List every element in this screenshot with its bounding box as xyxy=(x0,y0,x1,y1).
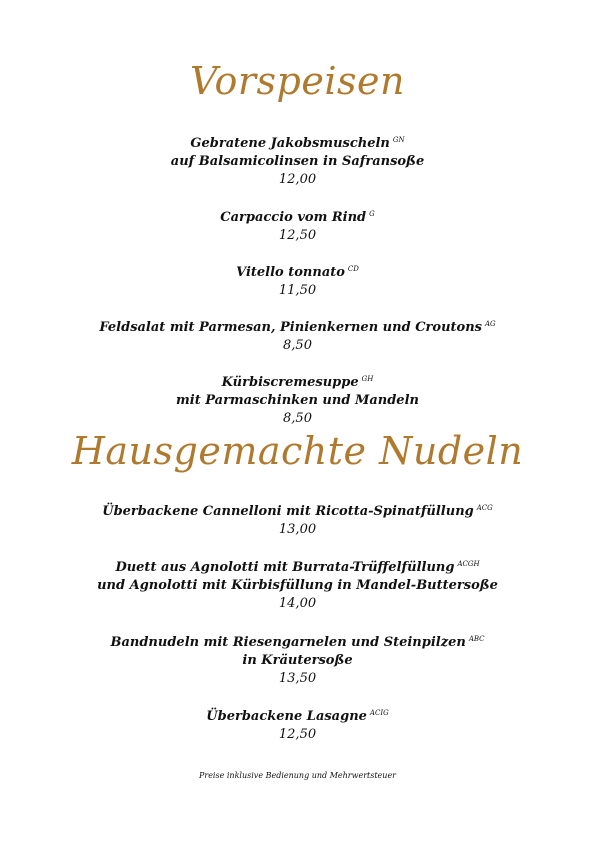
allergen-codes: ACIG xyxy=(369,709,389,717)
item-price: 14,00 xyxy=(278,596,317,611)
item-name: Bandnudeln mit Riesengarnelen und Steinpilzen $^{ABC}$ xyxy=(110,635,485,650)
section-title-vorspeisen: Vorspeisen xyxy=(190,59,405,103)
item-description: mit Parmaschinken und Mandeln xyxy=(176,393,419,408)
item-description: auf Balsamicolinsen in Safransoße xyxy=(170,154,425,169)
item-description: in Kräutersoße xyxy=(242,653,353,668)
menu-item-feldsalat xyxy=(0,315,595,355)
item-price: 12,00 xyxy=(278,172,317,187)
section-title-hausgemachte-nudeln: Hausgemachte Nudeln xyxy=(71,429,524,473)
item-name: Überbackene Cannelloni mit Ricotta-Spinatfüllung $^{ACG}$ xyxy=(102,504,493,519)
item-description: und Agnolotti mit Kürbisfüllung in Mandel-Buttersoße xyxy=(97,578,498,593)
menu-item-kuerbiscremesuppe xyxy=(0,370,595,428)
menu-item-jakobsmuscheln xyxy=(0,131,595,189)
allergen-codes: ACG xyxy=(476,504,493,512)
allergen-codes: CD xyxy=(347,265,359,273)
allergen-codes: G xyxy=(369,210,375,218)
item-name: Carpaccio vom Rind $^G$ xyxy=(220,210,375,225)
allergen-codes: AG xyxy=(484,320,496,328)
menu-item-cannelloni xyxy=(0,499,595,539)
allergen-codes: ABC xyxy=(468,635,485,643)
item-name: Duett aus Agnolotti mit Burrata-Trüffelfüllung $^{ACGH}$ xyxy=(115,560,480,575)
item-name: Gebratene Jakobsmuscheln $^{GN}$ xyxy=(190,136,405,151)
item-name: Feldsalat mit Parmesan, Pinienkernen und Croutons $^{AG}$ xyxy=(99,320,496,335)
allergen-codes: GN xyxy=(392,136,405,144)
item-price: 12,50 xyxy=(278,727,317,742)
menu-item-bandnudeln xyxy=(0,630,595,688)
item-name: Überbackene Lasagne $^{ACIG}$ xyxy=(206,709,389,724)
item-price: 8,50 xyxy=(283,411,312,426)
menu-item-vitello-tonnato xyxy=(0,260,595,300)
item-price: 13,50 xyxy=(278,671,317,686)
menu-item-carpaccio xyxy=(0,205,595,245)
item-name: Vitello tonnato $^{CD}$ xyxy=(236,265,359,280)
item-name: Kürbiscremesuppe $^{GH}$ xyxy=(221,375,374,390)
item-price: 12,50 xyxy=(278,228,317,243)
price-note-footer: Preise inklusive Bedienung und Mehrwertsteuer xyxy=(198,771,397,780)
menu-item-lasagne xyxy=(0,704,595,744)
item-price: 8,50 xyxy=(283,338,312,353)
menu-item-agnolotti-duett xyxy=(0,555,595,613)
allergen-codes: GH xyxy=(361,375,374,383)
item-price: 13,00 xyxy=(278,522,317,537)
allergen-codes: ACGH xyxy=(457,560,480,568)
item-price: 11,50 xyxy=(278,283,317,298)
